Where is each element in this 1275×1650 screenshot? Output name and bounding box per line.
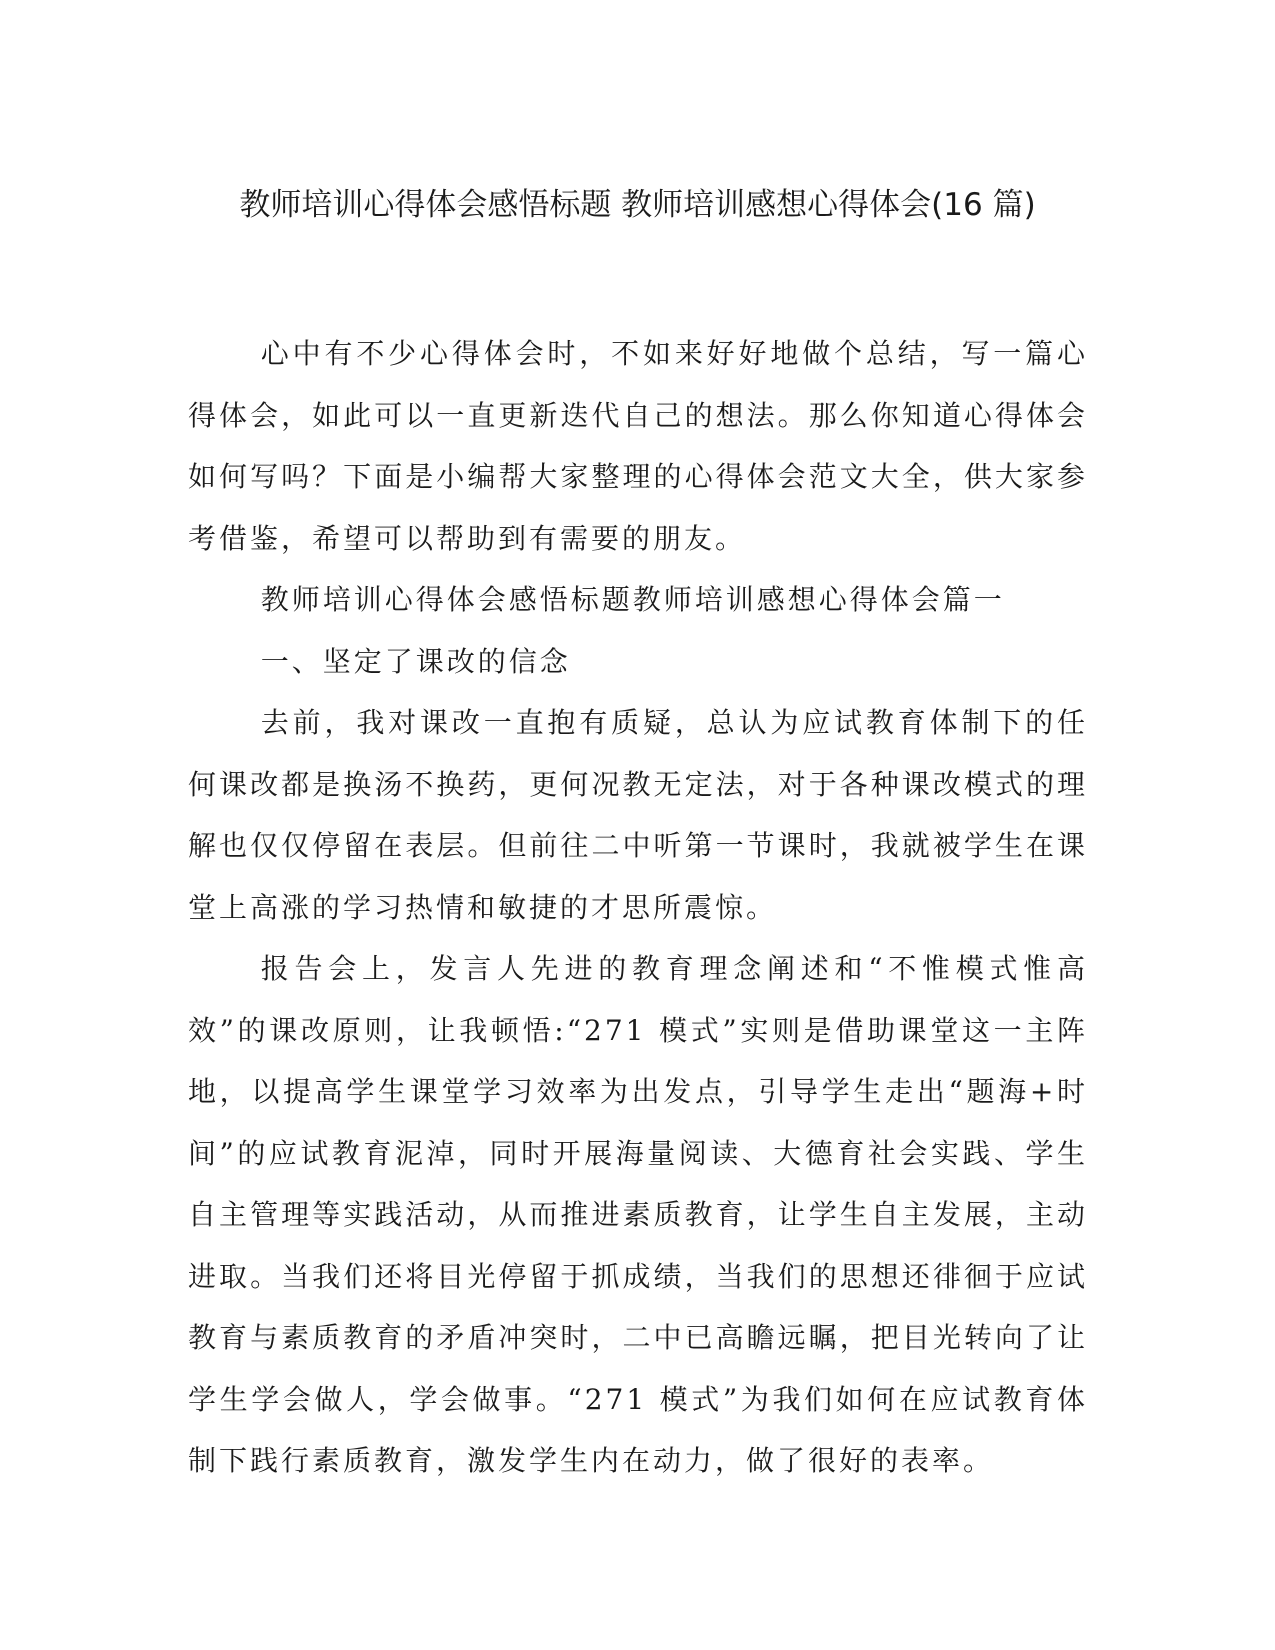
body-paragraph: 去前，我对课改一直抱有质疑，总认为应试教育体制下的任何课改都是换汤不换药，更何况教无定法，对于各种课改模式的理解也仅仅停留在表层。但前往二中听第一节课时，我就被学生在课堂上高涨的学习热情和敏捷的才思所震惊。 <box>188 706 1088 924</box>
body-paragraph: 报告会上，发言人先进的教育理念阐述和“不惟模式惟高效”的课改原则，让我顿悟:“271 模式”实则是借助课堂这一主阵地，以提高学生课堂学习效率为出发点，引导学生走出“题海+时间”的应试教育泥淖，同时开展海量阅读、大德育社会实践、学生自主管理等实践活动，从而推进素质教育，让学生自主发展，主动进取。当我们还将目光停留于抓成绩，当我们的思想还徘徊于应试教育与素质教育的矛盾冲突时，二中已高瞻远瞩，把目光转向了让学生学会做人，学会做事。“271 模式”为我们如何在应试教育体制下践行素质教育，激发学生内在动力，做了很好的表率。 <box>188 952 1088 1477</box>
subsection-heading: 一、坚定了课改的信念 <box>260 644 571 678</box>
section-heading: 教师培训心得体会感悟标题教师培训感想心得体会篇一 <box>260 583 1005 616</box>
intro-paragraph: 心中有不少心得体会时，不如来好好地做个总结，写一篇心得体会，如此可以一直更新迭代自己的想法。那么你知道心得体会如何写吗？下面是小编帮大家整理的心得体会范文大全，供大家参考借鉴，希望可以帮助到有需要的朋友。 <box>188 337 1088 555</box>
document-title: 教师培训心得体会感悟标题 教师培训感想心得体会(16 篇) <box>239 187 1036 223</box>
document-body <box>188 323 1088 1492</box>
